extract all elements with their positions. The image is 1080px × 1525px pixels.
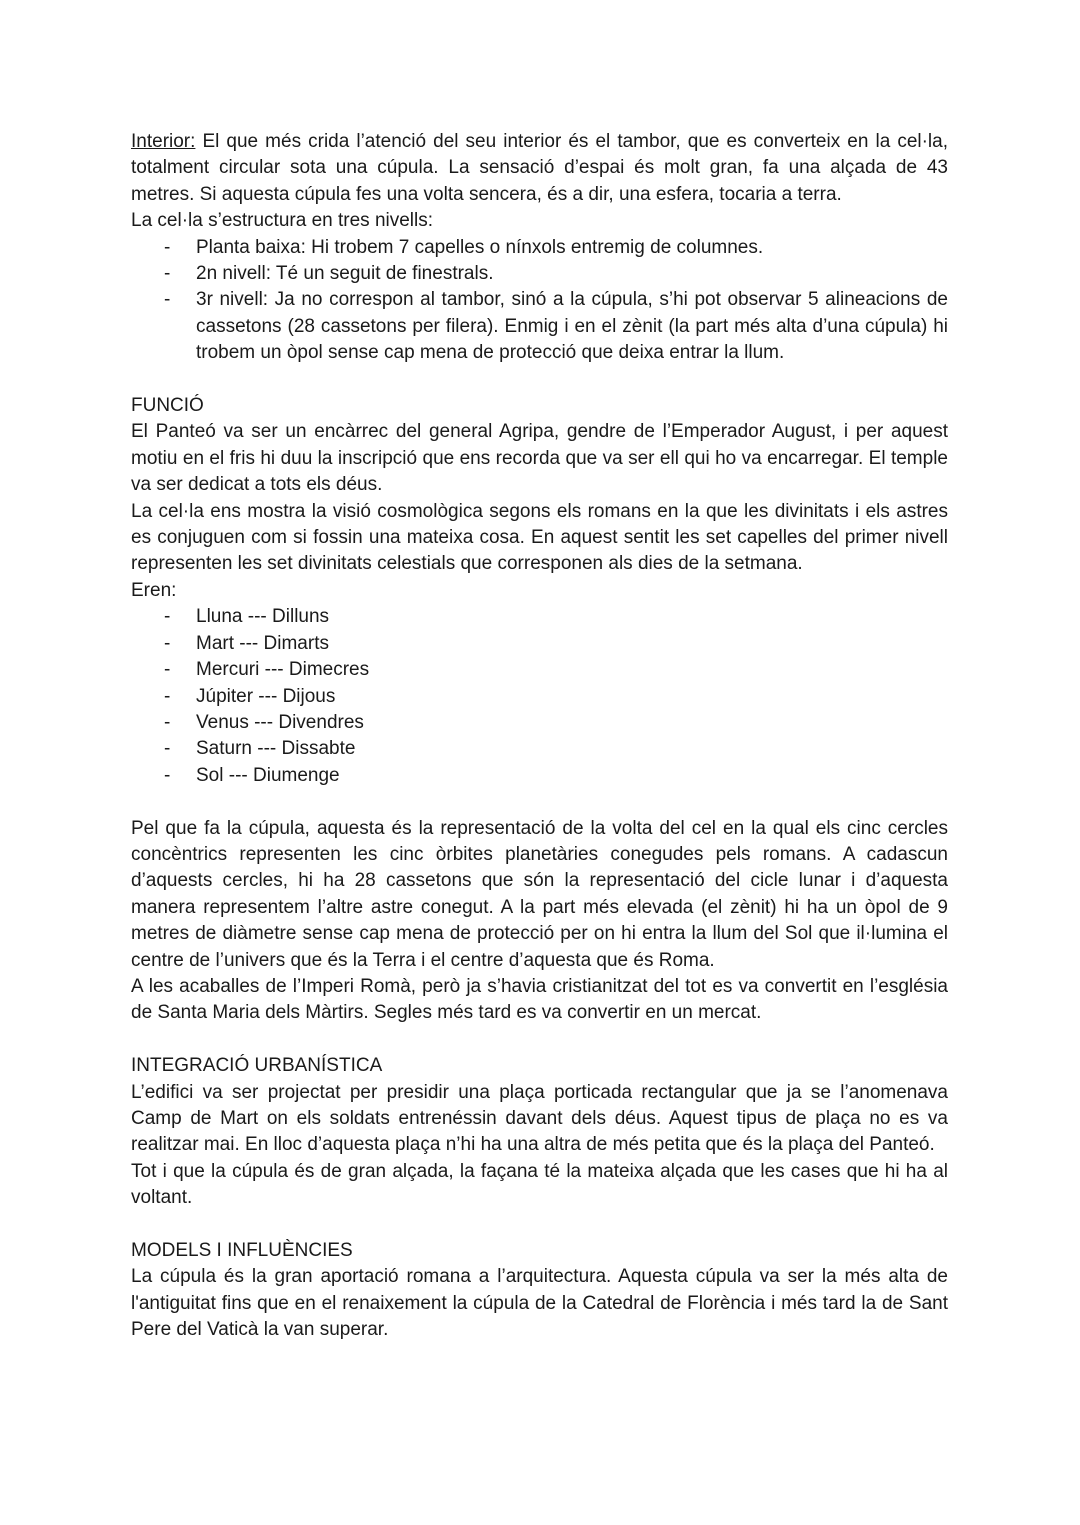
dash-bullet: - [164, 632, 171, 654]
dash-bullet: - [164, 685, 171, 707]
spacer [131, 1027, 948, 1053]
funcio-paragraph-3: Pel que fa la cúpula, aquesta és la representació de la volta del cel en la qual els cinc cercles concèntrics representen les cinc òrbites planetàries conegudes pels romans. A cadascun d’aquests cercles, hi ha 28 cassetons que són la representació del cicle lunar i d’aquesta manera representem l’altre astre conegut. A la part més elevada (el zènit) hi ha un òpol de 9 metres de diàmetre sense cap mena de protecció per on hi entra la llum del Sol que il·lumina el centre de l’univers que és la Terra i el centre d’aquesta que és Roma. [131, 817, 948, 971]
spacer [131, 367, 948, 393]
interior-label: Interior: [131, 131, 196, 152]
interior-paragraph [131, 129, 948, 208]
dash-bullet: - [164, 764, 171, 786]
section-heading-funcio: FUNCIÓ [131, 395, 204, 417]
interior-text: El que més crida l’atenció del seu interior és el tambor, que es converteix en la cel·la, totalment circular sota una cúpula. La sensació d’espai és molt gran, fa una alçada de 43 metres. Si aquesta cúpula fes una volta sencera, és a dir, una esfera, tocaria a terra. [131, 131, 948, 205]
dash-bullet: - [164, 289, 171, 311]
list-item: - Saturn --- Dissabte [131, 736, 948, 762]
dash-bullet: - [164, 711, 171, 733]
days-list [131, 604, 948, 789]
list-item: - Lluna --- Dilluns [131, 604, 948, 630]
dash-bullet: - [164, 236, 171, 258]
list-item: - 2n nivell: Té un seguit de finestrals. [131, 261, 948, 287]
document-page [131, 129, 948, 1344]
dash-bullet: - [164, 659, 171, 681]
models-paragraph-1: La cúpula és la gran aportació romana a l’arquitectura. Aquesta cúpula va ser la més alta de l'antiguitat fins que en el renaixement la cúpula de la Catedral de Florència i més tard la de Sant Pere del Vaticà la van superar. [131, 1266, 948, 1341]
section-heading-models: MODELS I INFLUÈNCIES [131, 1240, 353, 1261]
list-item: - Planta baixa: Hi trobem 7 capelles o nínxols entremig de columnes. [131, 235, 948, 261]
days-intro: Eren: [131, 579, 177, 601]
list-item: - Sol --- Diumenge [131, 763, 948, 789]
list-item: - 3r nivell: Ja no correspon al tambor, sinó a la cúpula, s’hi pot observar 5 alineacions de cassetons (28 cassetons per filera). Enmig i en el zènit (la part més alta d’una cúpula) hi trobem un òpol sense cap mena de protecció que deixa entrar la llum. [164, 289, 948, 364]
dash-bullet: - [164, 263, 171, 285]
funcio-paragraph-2: La cel·la ens mostra la visió cosmològica segons els romans en la que les divinitats i els astres es conjuguen com si fossin una mateixa cosa. En aquest sentit les set capelles del primer nivell representen les set divinitats celestials que corresponen als dies de la setmana. [131, 500, 948, 575]
list-item: - Venus --- Divendres [131, 710, 948, 736]
integracio-paragraph-1: L’edifici va ser projectat per presidir una plaça porticada rectangular que ja se l’anomenava Camp de Mart on els soldats entrenéssin davant dels déus. Aquest tipus de plaça no es va realitzar mai. En lloc d’aquesta plaça n’hi ha una altra de més petita que és la plaça del Panteó. [131, 1081, 948, 1156]
levels-list [131, 235, 948, 367]
levels-intro: La cel·la s’estructura en tres nivells: [131, 210, 434, 232]
list-item: - Júpiter --- Dijous [131, 684, 948, 710]
funcio-paragraph-4: A les acaballes de l’Imperi Romà, però ja s’havia cristianitzat del tot es va convertit en l’església de Santa Maria dels Màrtirs. Segles més tard es va convertir en un mercat. [131, 975, 948, 1024]
section-heading-integracio: INTEGRACIÓ URBANÍSTICA [131, 1055, 383, 1077]
list-item: - Mercuri --- Dimecres [131, 657, 948, 683]
funcio-paragraph-1: El Panteó va ser un encàrrec del general Agripa, gendre de l’Emperador August, i per aquest motiu en el fris hi duu la inscripció que ens recorda que va ser ell qui ho va encarregar. El temple va ser dedicat a tots els déus. [131, 421, 948, 496]
integracio-paragraph-2: Tot i que la cúpula és de gran alçada, la façana té la mateixa alçada que les cases que hi ha al voltant. [131, 1160, 948, 1209]
spacer [131, 1212, 948, 1238]
dash-bullet: - [164, 738, 171, 760]
spacer [131, 789, 948, 815]
dash-bullet: - [164, 606, 171, 628]
list-item: - Mart --- Dimarts [131, 631, 948, 657]
